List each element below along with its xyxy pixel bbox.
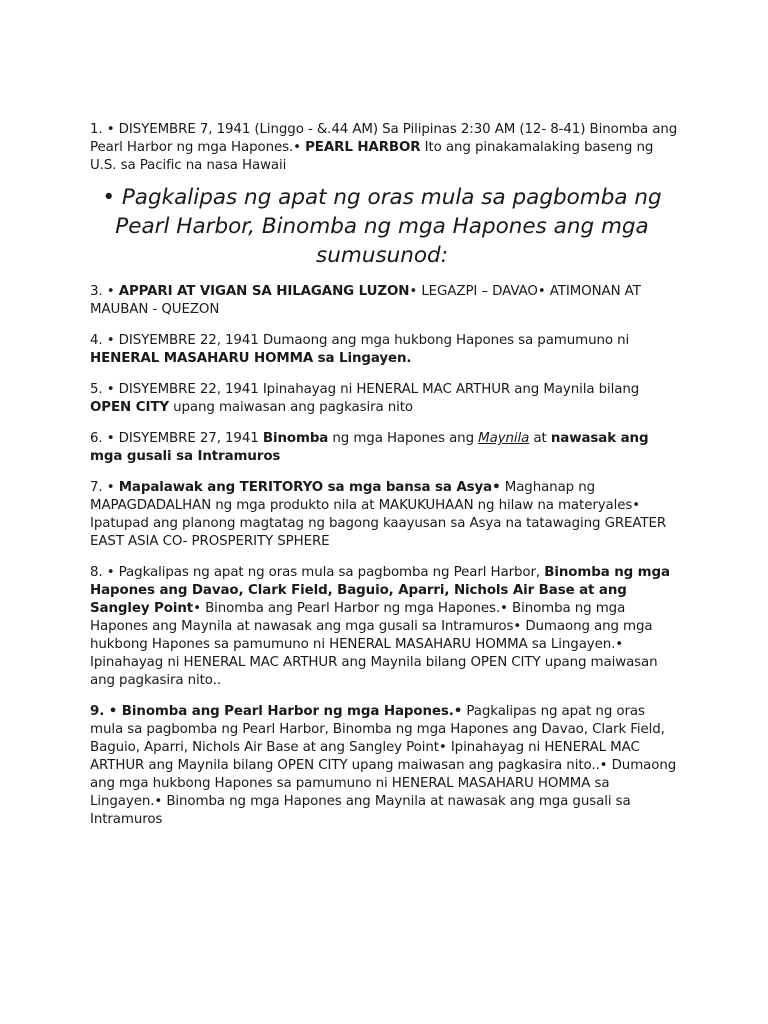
p5-bold-open-city: OPEN CITY [90, 400, 169, 415]
paragraph-3 [90, 283, 680, 319]
p6-text-e: at [529, 431, 551, 446]
p6-bold-nawasak: nawasak ang mga gusali sa Intramuros [90, 431, 649, 464]
p6-bold-binomba: Binomba [262, 431, 329, 446]
p1-text-c: Ito ang pinakamalaking baseng ng U.S. sa Pacific na nasa Hawaii [90, 140, 654, 173]
p8-text-a: 8. • Pagkalipas ng apat ng oras mula sa pagbomba ng Pearl Harbor, [90, 565, 545, 580]
document-page [90, 121, 680, 842]
p3-bold: APPARI AT VIGAN SA HILAGANG LUZON [118, 284, 410, 299]
paragraph-8 [90, 564, 680, 690]
p4-text-a: 4. • DISYEMBRE 22, 1941 Dumaong ang mga hukbong Hapones sa pamumuno ni [90, 333, 630, 348]
paragraph-4 [90, 332, 680, 368]
p1-text-a: 1. • DISYEMBRE 7, 1941 (Linggo - &.44 AM) Sa Pilipinas 2:30 AM (12- 8-41) Binomba ang Pearl Harbor ng mga Hapones.• [90, 122, 678, 155]
p4-bold: HENERAL MASAHARU HOMMA sa Lingayen. [90, 351, 412, 366]
p7-bold: Mapalawak ang TERITORYO sa mga bansa sa Asya• [118, 480, 501, 495]
paragraph-1 [90, 121, 680, 175]
p7-text-a: 7. • [90, 480, 119, 495]
paragraph-7 [90, 479, 680, 551]
p5-text-c: upang maiwasan ang pagkasira nito [168, 400, 414, 415]
section-heading: • Pagkalipas ng apat ng oras mula sa pagbomba ng Pearl Harbor, Binomba ng mga Hapones ang mga sumusunod: [102, 185, 662, 268]
p8-bold: Binomba ng mga Hapones ang Davao, Clark Field, Baguio, Aparri, Nichols Air Base at ang Sangley Point [90, 565, 670, 616]
p7-text-c: Maghanap ng MAPAGDADALHAN ng mga produkto nila at MAKUKUHAAN ng hilaw na materyales• Ipatupad ang planong magtatag ng bagong kaayusan sa Asya na tatawaging GREATER EAST ASIA CO- PROSPERITY SPHERE [90, 480, 667, 549]
p9-bold: 9. • Binomba ang Pearl Harbor ng mga Hapones.• [90, 704, 463, 719]
p1-bold-pearl-harbor: PEARL HARBOR [305, 140, 421, 155]
paragraph-9 [90, 703, 680, 829]
p6-text-a: 6. • DISYEMBRE 27, 1941 [90, 431, 263, 446]
paragraph-6 [90, 430, 680, 466]
p3-text-c: • LEGAZPI – DAVAO• ATIMONAN AT MAUBAN - QUEZON [90, 284, 641, 317]
paragraph-5 [90, 381, 680, 417]
p8-text-c: • Binomba ang Pearl Harbor ng mga Hapones.• Binomba ng mga Hapones ang Maynila at nawasak ang mga gusali sa Intramuros• Dumaong ang mga hukbong Hapones sa pamumuno ni HENERAL MASAHARU HOMMA sa Lingayen.• Ipinahayag ni HENERAL MAC ARTHUR ang Maynila bilang OPEN CITY upang maiwasan ang pagkasira nito.. [90, 601, 658, 688]
p3-text-a: 3. • [90, 284, 119, 299]
p9-text-b: Pagkalipas ng apat ng oras mula sa pagbomba ng Pearl Harbor, Binomba ng mga Hapones ang Davao, Clark Field, Baguio, Aparri, Nichols Air Base at ang Sangley Point• Ipinahayag ni HENERAL MAC ARTHUR ang Maynila bilang OPEN CITY upang maiwasan ang pagkasira nito..• Dumaong ang mga hukbong Hapones sa pamumuno ni HENERAL MASAHARU HOMMA sa Lingayen.• Binomba ng mga Hapones ang Maynila at nawasak ang mga gusali sa Intramuros [90, 704, 677, 827]
p6-maynila-underlined: Maynila [478, 431, 530, 446]
p5-text-a: 5. • DISYEMBRE 22, 1941 Ipinahayag ni HENERAL MAC ARTHUR ang Maynila bilang [90, 382, 640, 397]
p6-text-c: ng mga Hapones ang [328, 431, 479, 446]
